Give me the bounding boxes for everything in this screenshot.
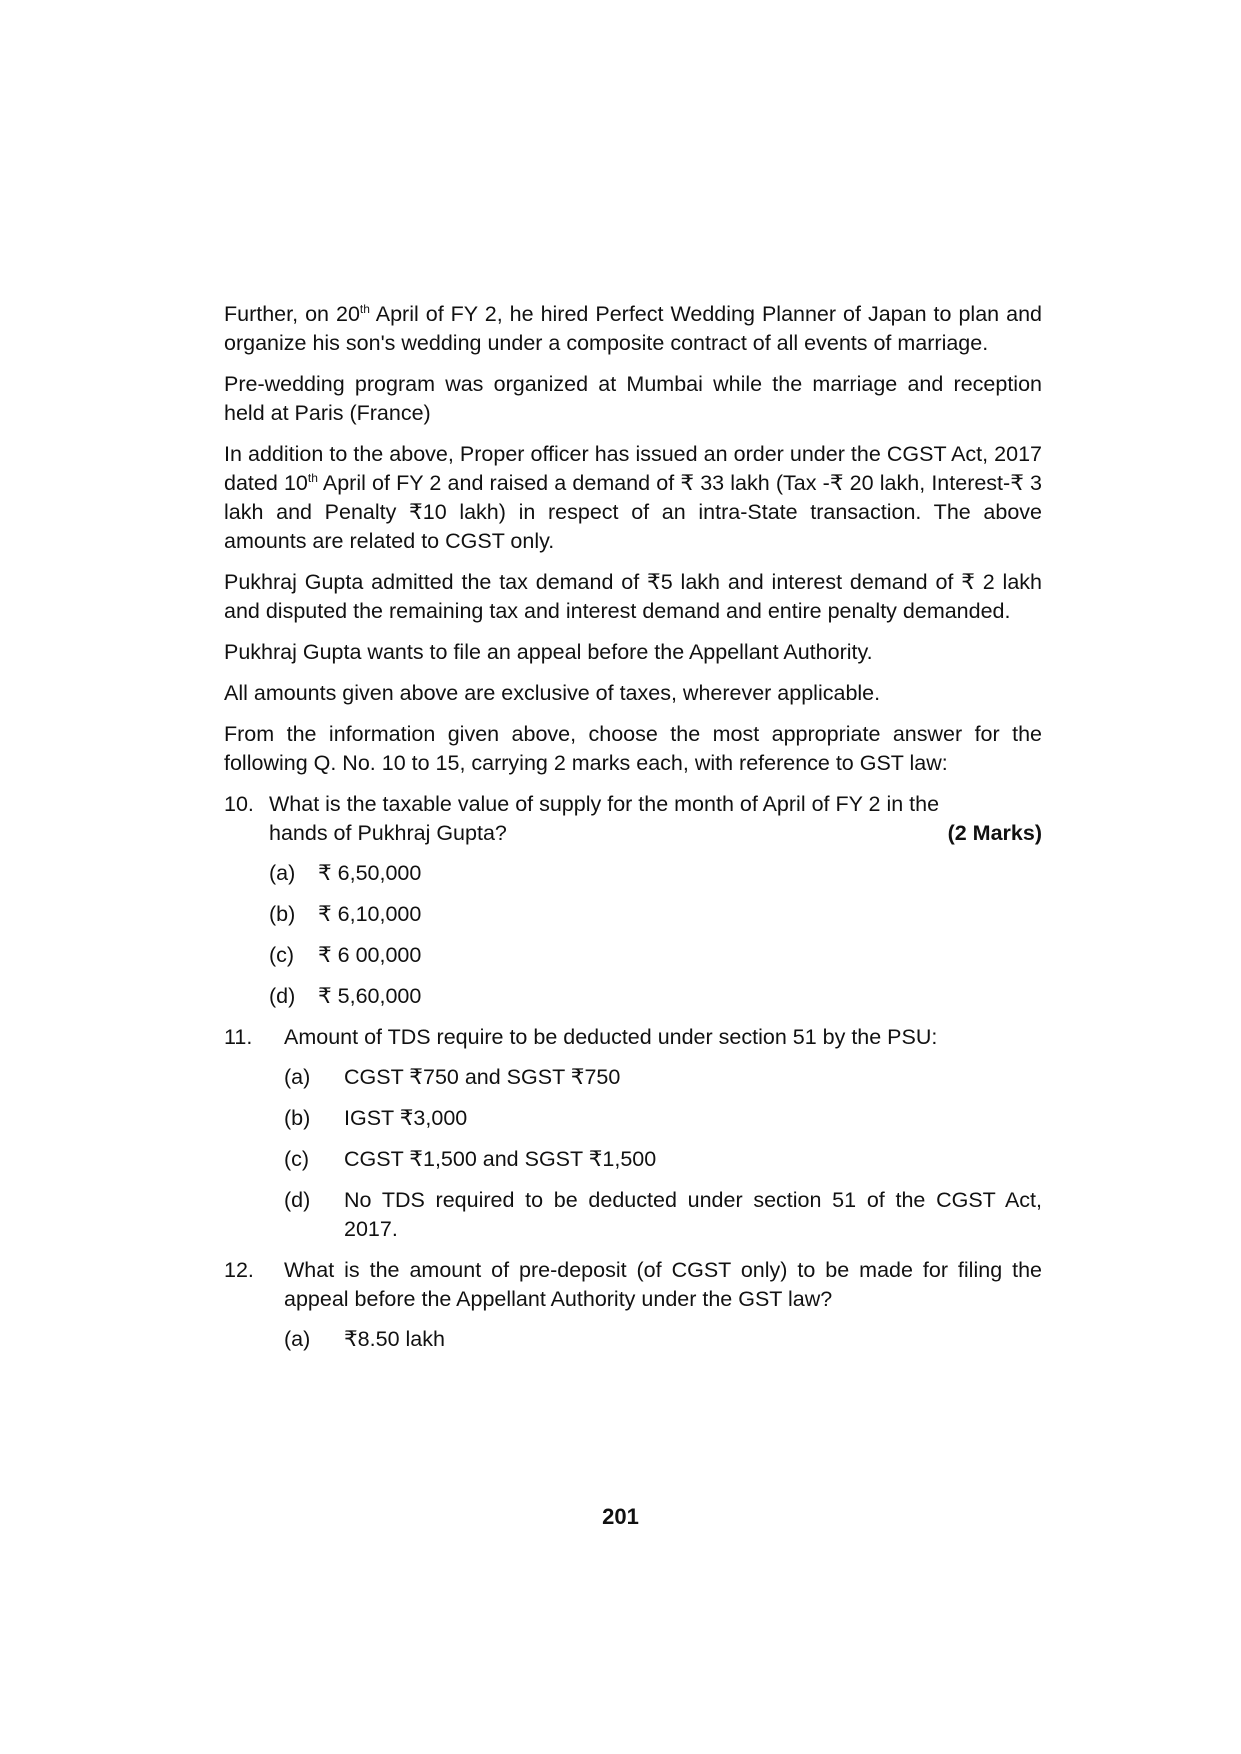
question-10 <box>224 790 1042 1011</box>
paragraph-appeal: Pukhraj Gupta wants to file an appeal before the Appellant Authority. <box>224 640 873 664</box>
option-b <box>284 1104 1042 1133</box>
option-label: (a) <box>284 1065 311 1089</box>
option-label: (a) <box>284 1327 311 1351</box>
superscript: th <box>307 470 318 485</box>
superscript: th <box>359 301 370 316</box>
question-text-line: What is the taxable value of supply for the month of April of FY 2 in the <box>269 792 940 816</box>
option-b <box>269 900 1042 929</box>
option-label: (c) <box>269 943 295 967</box>
option-a <box>284 1325 1042 1354</box>
option-label: (d) <box>269 984 296 1008</box>
option-a <box>269 859 1042 888</box>
page-content <box>224 300 1042 1366</box>
option-text: No TDS required to be deducted under section 51 of the CGST Act, 2017. <box>344 1188 1042 1241</box>
question-11 <box>224 1023 1042 1244</box>
paragraph-text: Further, on 20 <box>224 302 360 326</box>
option-label: (d) <box>284 1188 311 1212</box>
question-text: What is the amount of pre-deposit (of CGST only) to be made for filing the appeal before the Appellant Authority under the GST law? <box>284 1258 1042 1311</box>
paragraph-exclusive-taxes: All amounts given above are exclusive of taxes, wherever applicable. <box>224 681 881 705</box>
question-number: 12. <box>224 1258 254 1282</box>
option-text: CGST ₹750 and SGST ₹750 <box>344 1065 621 1089</box>
page-number: 201 <box>602 1504 639 1529</box>
question-12 <box>224 1256 1042 1354</box>
option-text: IGST ₹3,000 <box>344 1106 468 1130</box>
paragraph-demand-order <box>224 440 1042 556</box>
option-text: ₹ 5,60,000 <box>318 984 422 1008</box>
options-list <box>269 859 1042 1011</box>
option-c <box>284 1145 1042 1174</box>
question-text: Amount of TDS require to be deducted under section 51 by the PSU: <box>284 1025 938 1049</box>
paragraph-instructions: From the information given above, choose the most appropriate answer for the following Q. No. 10 to 15, carrying 2 marks each, with reference to GST law: <box>224 722 1042 775</box>
question-number: 11. <box>224 1025 253 1049</box>
paragraph-text: April of FY 2, he hired Perfect Wedding Planner of Japan to plan and organize his son's wedding under a composite contract of all events of marriage. <box>224 302 1042 355</box>
option-label: (b) <box>269 902 296 926</box>
paragraph-admitted-demand: Pukhraj Gupta admitted the tax demand of ₹5 lakh and interest demand of ₹ 2 lakh and disputed the remaining tax and interest demand and entire penalty demanded. <box>224 570 1042 623</box>
option-label: (b) <box>284 1106 311 1130</box>
options-list <box>284 1325 1042 1354</box>
option-label: (c) <box>284 1147 310 1171</box>
paragraph-pre-wedding: Pre-wedding program was organized at Mumbai while the marriage and reception held at Paris (France) <box>224 372 1042 425</box>
option-c <box>269 941 1042 970</box>
marks-label: (2 Marks) <box>947 821 1042 845</box>
question-text-line <box>269 819 1042 848</box>
question-text <box>269 790 1042 848</box>
option-text: ₹8.50 lakh <box>344 1327 445 1351</box>
paragraph-wedding-planner <box>224 300 1042 358</box>
option-text: CGST ₹1,500 and SGST ₹1,500 <box>344 1147 657 1171</box>
question-text-end: hands of Pukhraj Gupta? <box>269 821 507 845</box>
option-label: (a) <box>269 861 296 885</box>
option-d <box>269 982 1042 1011</box>
option-text: ₹ 6 00,000 <box>318 943 422 967</box>
option-d <box>284 1186 1042 1244</box>
question-number: 10. <box>224 792 254 816</box>
paragraph-text: In addition to the above, Proper officer has issued an order under the CGST Act, 2017 dated 10 <box>224 442 1042 495</box>
option-text: ₹ 6,10,000 <box>318 902 422 926</box>
option-a <box>284 1063 1042 1092</box>
options-list <box>284 1063 1042 1244</box>
paragraph-text: April of FY 2 and raised a demand of ₹ 33 lakh (Tax -₹ 20 lakh, Interest-₹ 3 lakh and Penalty ₹10 lakh) in respect of an intra-State transaction. The above amounts are related to CGST only. <box>224 471 1042 553</box>
option-text: ₹ 6,50,000 <box>318 861 422 885</box>
